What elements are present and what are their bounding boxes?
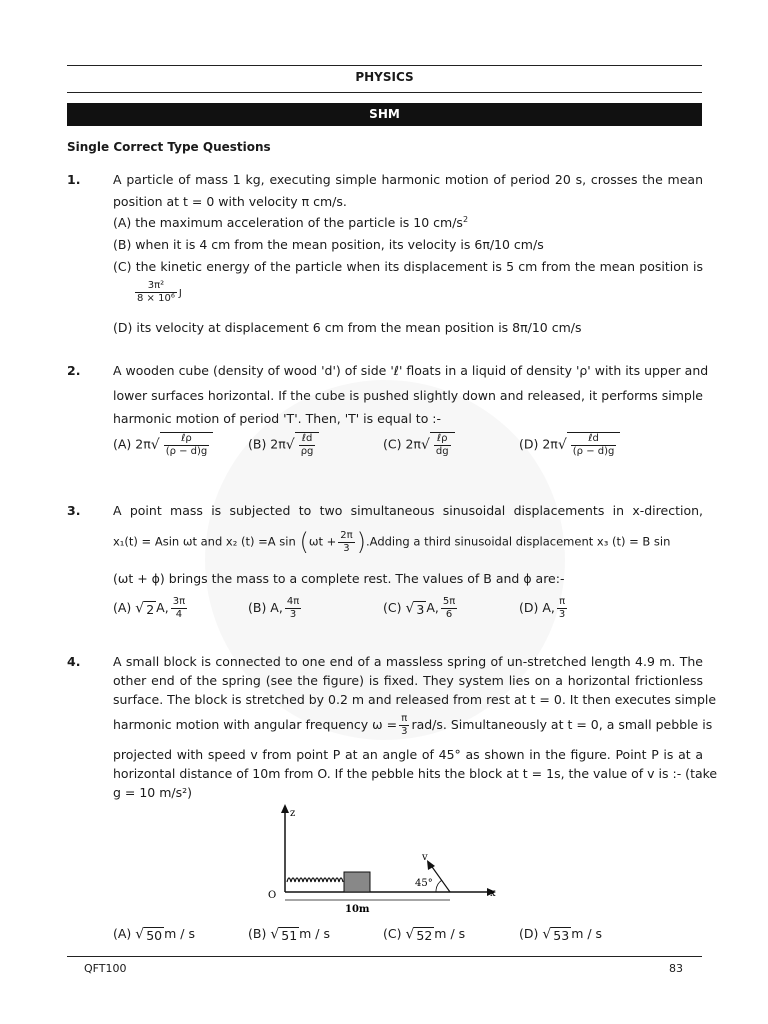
q4-line7: g = 10 m/s²)	[113, 785, 193, 800]
page-number: 83	[669, 962, 683, 975]
q4-figure	[260, 800, 510, 915]
footer-rule	[67, 956, 702, 957]
q4-line3: surface. The block is stretched by 0.2 m and released from rest at t = 0. It then executes simple	[113, 692, 717, 707]
q3-option-c: (C) √ 3 A, $\frac{5\pi}{6}$	[383, 596, 456, 620]
velocity-vector	[430, 864, 450, 892]
q2-line1: A wooden cube (density of wood 'd') of side 'ℓ' floats in a liquid of density 'ρ' with its upper and	[113, 363, 709, 378]
q4-option-b: (B) √ 51 m / s	[248, 926, 331, 943]
x-label: x	[490, 888, 496, 899]
q4-line4: harmonic motion with angular frequency ω = $\frac{\pi}{3}$ rad/s. Simultaneously at t = 0, a small pebble is	[113, 713, 713, 737]
q3-line2: x₁(t) = Asin ωt and x₂ (t) =A sin (ωt + $\frac{2\pi}{3}$ ).Adding a third sinusoidal displacement x₃ (t) = B sin	[113, 528, 671, 556]
spring	[287, 878, 343, 882]
z-axis-arrow	[281, 804, 289, 813]
distance-label: 10m	[345, 904, 370, 915]
q3-option-d: (D) A, $\frac{\pi}{3}$	[519, 596, 566, 620]
q4-option-c: (C) √ 52 m / s	[383, 926, 466, 943]
origin-label: O	[268, 890, 277, 901]
q4-option-a: (A) √ 50 m / s	[113, 926, 195, 943]
q3-option-b: (B) A, $\frac{4\pi}{3}$	[248, 596, 300, 620]
q3-line1: A point mass is subjected to two simultaneous sinusoidal displacements in x-direction,	[113, 503, 703, 518]
q3-line3: (ωt + ϕ) brings the mass to a complete rest. The values of B and ϕ are:-	[113, 571, 565, 586]
subject-rule	[67, 92, 702, 93]
q1-number: 1.	[67, 172, 81, 187]
q3-number: 3.	[67, 503, 81, 518]
q1-option-a: (A) the maximum acceleration of the particle is 10 $cm/s^2$	[113, 215, 469, 231]
block	[344, 872, 370, 892]
q2-option-d: (D) 2π√ $\frac{\text{ℓd}}{(\rho - d)g}$	[519, 432, 620, 458]
angle-arc	[436, 880, 442, 892]
section-heading: Single Correct Type Questions	[67, 140, 271, 154]
q4-line2: other end of the spring (see the figure) is fixed. They system lies on a horizontal frictionless	[113, 673, 703, 688]
q1-line1: A particle of mass 1 kg, executing simple harmonic motion of period 20 s, crosses the mean	[113, 172, 703, 187]
q1-option-b: (B) when it is 4 cm from the mean position, its velocity is 6π/10 cm/s	[113, 237, 544, 252]
chapter-banner: SHM	[67, 103, 702, 126]
q1-option-c: (C) the kinetic energy of the particle when its displacement is 5 cm from the mean position is	[113, 259, 703, 274]
top-rule	[67, 65, 702, 66]
q2-line2: lower surfaces horizontal. If the cube is pushed slightly down and released, it performs simple	[113, 388, 703, 403]
q4-line6: horizontal distance of 10m from O. If the pebble hits the block at t = 1s, the value of v is :- (take	[113, 766, 718, 781]
q4-option-d: (D) √ 53 m / s	[519, 926, 603, 943]
velocity-label: v	[422, 852, 428, 863]
q1-line2: position at t = 0 with velocity π cm/s.	[113, 194, 347, 209]
z-label: z	[290, 808, 296, 819]
q4-number: 4.	[67, 654, 81, 669]
q1-option-d: (D) its velocity at displacement 6 cm from the mean position is 8π/10 cm/s	[113, 320, 582, 335]
q2-option-c: (C) 2π√ $\frac{\text{ℓρ}}{dg}$	[383, 432, 455, 458]
q4-line5: projected with speed v from point P at an angle of 45° as shown in the figure. Point P is at a	[113, 747, 703, 762]
q2-option-a: (A) 2π√ $\frac{\text{ℓρ}}{(\rho - d)g}$	[113, 432, 213, 458]
q3-option-a: (A) √ 2 A, $\frac{3\pi}{4}$	[113, 596, 186, 620]
q4-line1: A small block is connected to one end of a massless spring of un-stretched length 4.9 m. The	[113, 654, 703, 669]
q1-option-c-fraction: $\frac{\text{3π²}}{\text{8 × 10⁶}}$ J	[137, 280, 182, 304]
angle-label: 45°	[415, 878, 433, 889]
subject-title: PHYSICS	[355, 70, 414, 84]
q2-number: 2.	[67, 363, 81, 378]
q2-line3: harmonic motion of period 'T'. Then, 'T' is equal to :-	[113, 411, 442, 426]
q2-option-b: (B) 2π√ $\frac{\text{ℓd}}{\rho g}$	[248, 432, 319, 458]
footer-code: QFT100	[84, 962, 127, 975]
